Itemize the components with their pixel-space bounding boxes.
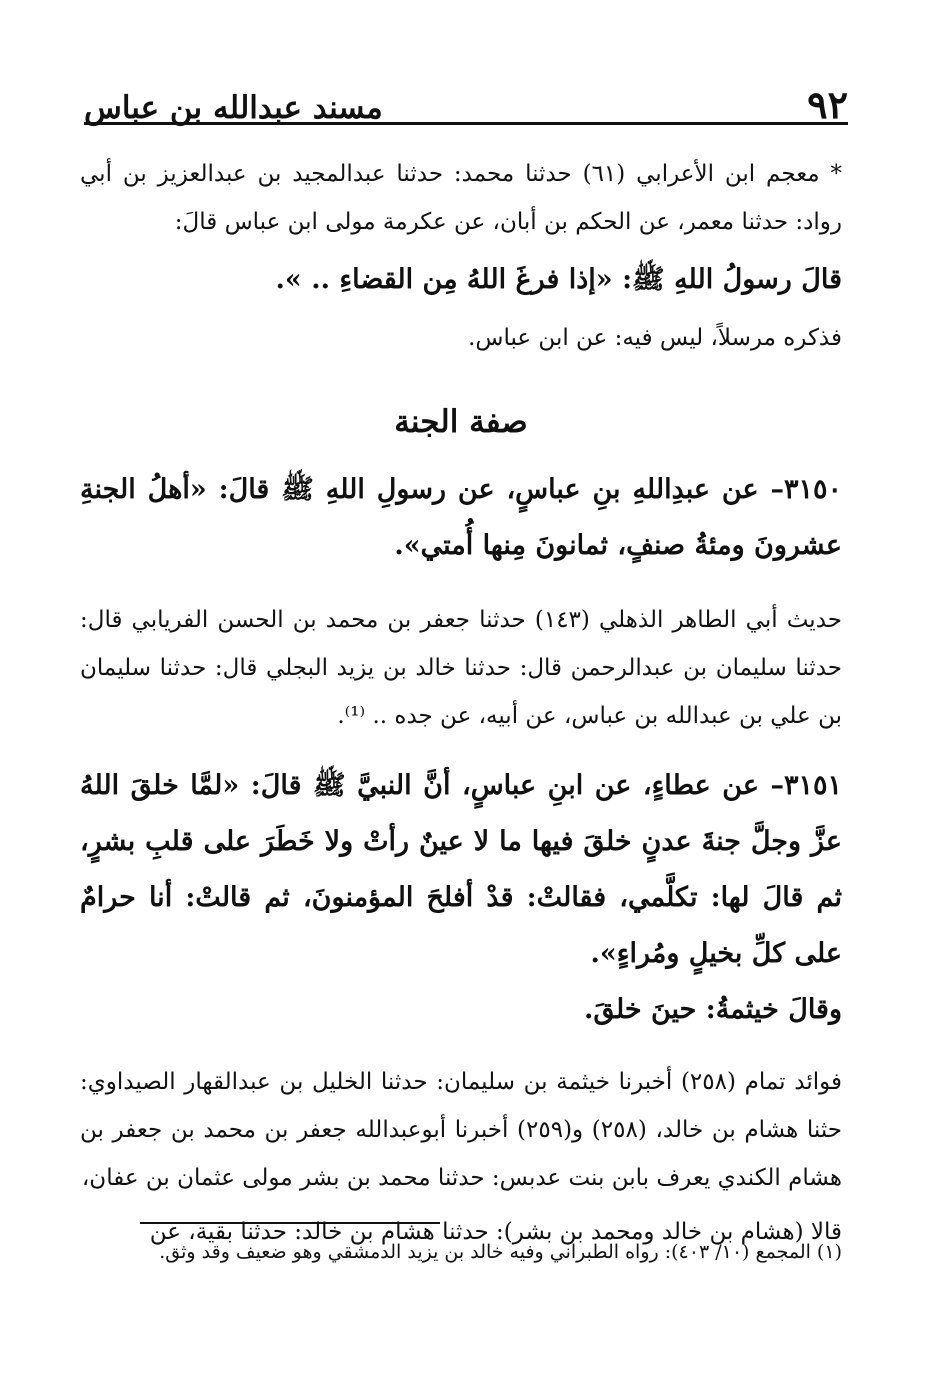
hadith-3150: ٣١٥٠– عن عبدِاللهِ بنِ عباسٍ، عن رسولِ اللهِ ﷺ قالَ: «أهلُ الجنةِ عشرونَ ومئةُ صنفٍ، ثمانونَ مِنها أُمتي». — [80, 474, 842, 561]
page-header — [84, 74, 848, 127]
source-paragraph-2: فذكره مرسلاً، ليس فيه: عن ابن عباس. — [468, 325, 842, 351]
running-title: مسند عبدالله بن عباس — [84, 90, 383, 126]
header-rule — [84, 122, 848, 125]
source-paragraph-4: فوائد تمام (٢٥٨) أخبرنا خيثمة بن سليمان: حدثنا الخليل بن عبدالقهار الصيداوي: حثنا هشام بن خالد، (٢٥٨) و(٢٥٩) أخبرنا أبوعبدالله جعفر بن محمد بن جعفر بن هشام الكندي يعرف بابن بنت عدبس: حدثنا محمد بن بشر مولى عثمان بن عفان، — [80, 1069, 843, 1191]
source-paragraph-1: * معجم ابن الأعرابي (٦١) حدثنا محمد: حدثنا عبدالمجيد بن عبدالعزيز بن أبي رواد: حدثنا معمر، عن الحكم بن أبان، عن عكرمة مولى ابن عباس قالَ: — [80, 161, 842, 235]
hadith-3151: ٣١٥١– عن عطاءٍ، عن ابنِ عباسٍ، أنَّ النبيَّ ﷺ قالَ: «لمَّا خلقَ اللهُ عزَّ وجلَّ جنةَ عدنٍ خلقَ فيها ما لا عينٌ رأتْ ولا خَطَرَ على قلبِ بشرٍ، ثم قالَ لها: تكلَّمي، فقالتْ: قدْ أفلحَ المؤمنونَ، ثم قالتْ: أنا حرامٌ على كلِّ بخيلٍ ومُراءٍ». — [80, 770, 842, 969]
footnote: (١) المجمع (١٠/ ٤٠٣): رواه الطبراني وفيه خالد بن يزيد الدمشقي وهو ضعيف وقد وثق. — [159, 1241, 842, 1263]
hadith-text-mursal: قالَ رسولُ اللهِ ﷺ: «إذا فرغَ اللهُ مِن القضاءِ .. ». — [275, 264, 842, 295]
page-body — [80, 150, 842, 1256]
section-title: صفة الجنة — [394, 404, 528, 440]
footnote-rule — [140, 1222, 440, 1224]
page-number: ٩٢ — [807, 82, 848, 127]
source-paragraph-5: قالا (هشام بن خالد ومحمد بن بشر): حدثنا هشام بن خالد: حدثنا بقية، عن — [149, 1219, 842, 1245]
hadith-3151-note: وقالَ خيثمةُ: حينَ خلقَ. — [584, 994, 842, 1025]
source-paragraph-3: حديث أبي الطاهر الذهلي (١٤٣) حدثنا جعفر بن محمد بن الحسن الفريابي قال: حدثنا سليمان بن عبدالرحمن قال: حدثنا خالد بن يزيد البجلي قال: حدثنا سليمان بن علي بن عبدالله بن عباس، عن أبيه، عن جده .. ⁽¹⁾. — [80, 607, 842, 729]
